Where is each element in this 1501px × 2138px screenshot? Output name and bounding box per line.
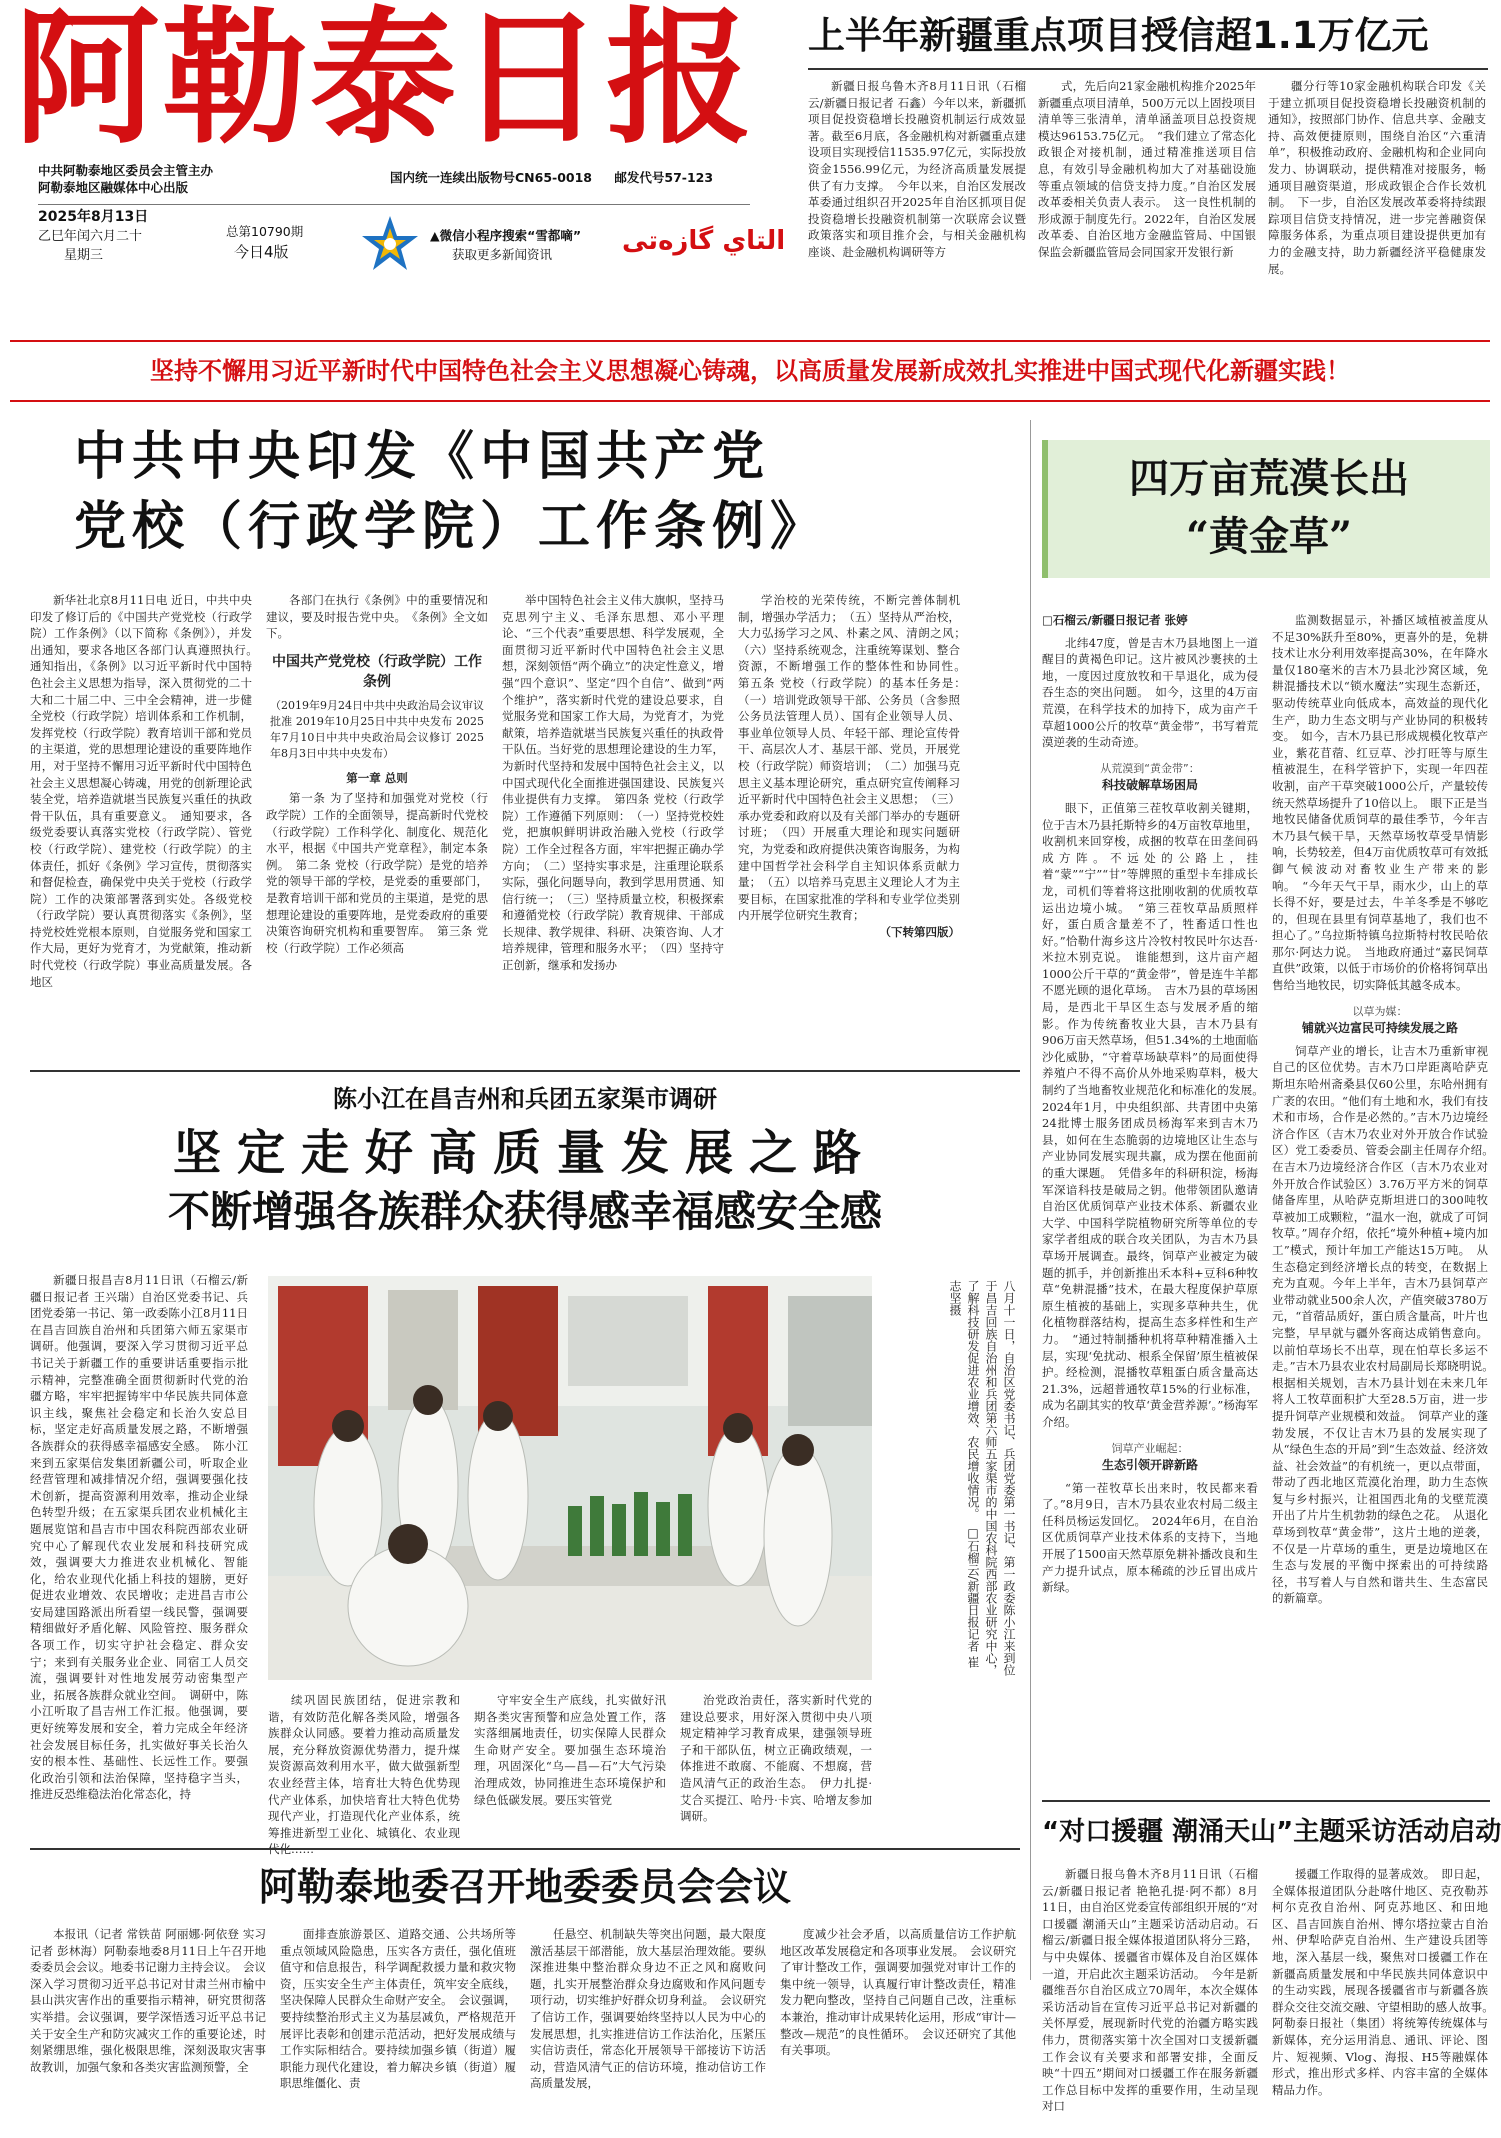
- regulation-note: （2019年9月24日中共中央政治局会议审议批准 2019年10月25日中共中央发布 2025年7月10日中共中央政治局会议修订 2025年8月3日中共中央发布）: [270, 698, 484, 760]
- weekday: 星期三: [64, 248, 104, 263]
- second-story-col-1: 新疆日报昌吉8月11日讯（石榴云/新疆日报记者 王兴瑞）自治区党委书记、兵团党委第一书记、第一政委陈小江8月11日在昌吉回族自治州和兵团第六师五家渠市调研。他强调，要深入学习贯彻习近平总书记关于新疆工作的重要讲话重要指示批示精神，完整准确全面贯彻新时代党的治疆方略，牢牢把握铸牢中华民族共同体意识主线，聚焦社会稳定和长治久安总目标，坚定走好高质量发展之路，不断增强各族群众的获得感幸福感安全感。 陈小江来到五家渠信发集团新疆公司，听取企业经营管理和减排情况介绍，强调要强化技术创新，提高资源利用效率，推动企业绿色转型升级；在五家渠兵团农业机械化主题展览馆和昌吉市中国农科院西部农业研究中心了解现代农业发展和科技研究成效，强调要大力推进农业机械化、智能化，给农业现代化插上科技的翅膀，更好促进农业增效、农民增收；走进昌吉市公安局建国路派出所看望一线民警，强调要精细做好矛盾化解、风险管控、服务群众各项工作，切实守护社会稳定、群众安宁；来到有关服务业企业、同宿工人员交流，强调要针对性地发展劳动密集型产业，拓展各族群众就业空间。 调研中，陈小江听取了昌吉州工作汇报。他强调，要更好统筹发展和安全，着力完成全年经济社会发展目标任务，扎实做好事关长治久安的根本性、基础性、长远性工作。要强化政治引领和法治保障，坚持稳字当头，推进反恐维稳法治化常态化，持: [30, 1273, 248, 1802]
- feature-byline: □石榴云/新疆日报记者 张婷: [1042, 613, 1188, 627]
- fourth-story-col-2: 援疆工作取得的显著成效。 即日起，全媒体报道团队分赴喀什地区、克孜勒苏柯尔克孜自治州、阿克苏地区、和田地区、昌吉回族自治州、博尔塔拉蒙古自治州、伊犁哈萨克自治州、生产建设兵团等地，深入基层一线，聚焦对口援疆工作在新疆高质量发展和中华民族共同体意识中的生动实践，展现各援疆省市与新疆各族群众交往交流交融、守望相助的感人故事。 阿勒泰日报社（集团）将统筹传统媒体与新媒体，充分运用消息、通讯、评论、图片、短视频、Vlog、海报、H5等融媒体形式，推出形式多样、内容丰富的全媒体精品力作。: [1272, 1867, 1500, 2097]
- slogan-banner: 坚持不懈用习近平新时代中国特色社会主义思想凝心铸魂，以高质量发展新成效扎实推进中国式现代化新疆实践！: [150, 356, 1350, 385]
- third-story-col-1: 本报讯（记者 常铁苗 阿丽娜·阿依登 实习记者 彭林海）阿勒泰地委8月11日上午召开地委委员会会议。地委书记谢力主持会议。 会议深入学习贯彻习近平总书记对甘肃兰州市榆中县山洪灾害作出的重要指示精神，研究贯彻落实举措。会议强调，要学深悟透习近平总书记关于安全生产和防灾减灾工作的重要论述，时刻紧绷思维，强化极限思维，深刻汲取灾害事故教训，加强气象和各类灾害监测预警，全: [30, 1927, 266, 2074]
- slogan-rule-top: [10, 340, 1490, 342]
- lunar-date: 乙巳年闰六月二十: [38, 229, 143, 244]
- second-story-headline-2: 不断增强各族群众获得感幸福感安全感: [167, 1187, 882, 1236]
- fourth-story-rule: [1042, 1800, 1490, 1802]
- feature-headline-box: [1042, 440, 1490, 578]
- wechat-promo: [430, 226, 581, 264]
- feature-col-1: □石榴云/新疆日报记者 张婷 北纬47度，曾是吉木乃县地图上一道醒目的黄褐色印记。这片被风沙裹挟的土地，一度因过度放牧和干旱退化，成为侵吞生态的突出问题。 如今，这里的4万亩荒漠，在科学技术的加持下，成为亩产千草超1000公斤的牧草“黄金带”，书写着荒漠逆袭的生动奇迹。 从荒漠到“黄金带”： 科技破解草场困局 眼下，正值第三茬牧草收割关键期，位于吉木乃县托斯特乡的4万亩牧草地里，收割机来回穿梭，成捆的牧草在田垄间码成方阵。不远处的公路上，挂着“蒙”“宁”“甘”等牌照的重型卡车排成长龙，司机们等着将这批刚收割的优质牧草运出边境小城。 “第三茬牧草品质照样好，蛋白质含量差不了，牲畜适口性也好。”恰勒什海乡这片冷牧村牧民叶尔达吾·米拉木别克说。 谁能想到，这片亩产超1000公斤干草的“黄金带”，曾是连牛羊都不愿光顾的退化草场。 吉木乃县的草场困局，是西北干旱区生态与发展矛盾的缩影。作为传统畜牧业大县，吉木乃县有906万亩天然草场，但51.34%的土地面临沙化威胁，“守着草场缺草料”的局面使得养殖户不得不高价从外地采购草料，极大制约了当地畜牧业规范化和标准化的发展。 2024年1月，中央组织部、共青团中央第24批博士服务团成员杨海军来到吉木乃县，如何在生态脆弱的边境地区让生态与产业协同发展实现共赢，成为摆在他面前的重大课题。 凭借多年的科研积淀，杨海军深谙科技是破局之钥。他带领团队邀请自治区优质饲草产业技术体系、新疆农业大学、中国科学院植物研究所等单位的专家学者组成的联合攻关团队，为吉木乃县草场开展调查。最终，饲草产业被定为破题的抓手，并创新推出禾本科+豆科6种牧草“免耕混播”技术，在最大程度保护草原原生植被的基础上，实现多草种共生，优化植物群落结构，提高生态多样性和生产力。 “通过特制播种机将草种精准播入土层，实现‘免扰动、根系全保留’原生植被保护。经检测，混播牧草粗蛋白质含量高达21.3%，远超普通牧草15%的行业标准，成为名副其实的牧草‘黄金营养源’。”杨海军介绍。 饲草产业崛起： 生态引领开辟新路 “第一茬牧草长出来时，牧民都来看了。”8月9日，吉木乃县农业农村局二级主任科员杨运发回忆。 2024年6月，在自治区优质饲草产业技术体系的支持下，当地开展了1500亩天然草原免耕补播改良和生产力提升试点，原本稀疏的沙丘冒出成片新绿。: [1042, 613, 1270, 1595]
- chapter-title: 第一章 总则: [346, 770, 408, 785]
- second-story-headline-1: 坚定走好高质量发展之路: [172, 1125, 877, 1181]
- second-story-col-2: 续巩固民族团结，促进宗教和谐，有效防范化解各类风险，增强各族群众认同感。要着力推动高质量发展，充分释放资源优势潜力，提升煤炭资源高效利用水平，做大做强新型农业经营主体，培育壮大特色优势现代产业体系，加快培育壮大特色优势现代产业，打造现代化产业体系，统筹推进新型工业化、城镇化、农业现: [268, 1693, 460, 1840]
- fourth-story-col-1: 新疆日报乌鲁木齐8月11日讯（石榴云/新疆日报记者 艳艳孔提·阿不都）8月11日，由自治区党委宣传部组织开展的“对口援疆 潮涌天山”主题采访活动启动。石榴云/新疆日报全媒体报道团队将分三路，与中央媒体、援疆省市媒体及自治区媒体一道，开启此次主题采访活动。 今年是新疆维吾尔自治区成立70周年，本次全媒体采访活动旨在宣传习近平总书记对新疆的关怀厚爱，展现新时代党的治疆方略实践伟力，贯彻落实第十次全国对口支援新疆工作会议有关要求和部署安排，全面反映“十四五”期间对口援疆工作在服务新疆工作总目标中发挥的重要作用，生动呈现对口: [1042, 1867, 1259, 2114]
- slogan-rule-bottom: [10, 400, 1490, 402]
- second-story-rule: [30, 1070, 1020, 1072]
- top-story-col-2: 式，先后向21家金融机构推介2025年新疆重点项目清单，500万元以上固投项目清单等三张清单，清单涵盖项目总投资规模达96153.75亿元。 “我们建立了常态化政银企对接机制，通过精准推送项目信息，有效引导金融机构加大了对基础设施等重点领域的信贷支持力度。”自治区发展改革委相关负责人表示。 这一良性机制的形成源于制度先行。2022年，自治区发展改革委、自治区地方金融监管局、中国银保监会新疆监管局会同国家开发银行新: [1038, 79, 1256, 259]
- lead-col-3: 举中国特色社会主义伟大旗帜，坚持马克思列宁主义、毛泽东思想、邓小平理论、“三个代表”重要思想、科学发展观，全面贯彻习近平新时代中国特色社会主义思想，深刻领悟“两个确立”的决定性意义，增强“四个意识”、坚定“四个自信”、做到“两个维护”，落实新时代党的建设总要求，自觉服务党和国家工作大局，为党育才，为党献策，培养造就堪当民族复兴重任的执政骨干队伍。当好党的思想理论建设的生力军，为新时代坚持和发展中国特色社会主义，以中国式现代化全面推进强国建设、民族复兴伟业提供有力支撑。 第四条 党校（行政学院）工作遵循下列原则： （一）坚持党校姓党，把旗帜鲜明讲政治融入党校（行政学院）工作全过程各方面，牢牢把握正确办学方向； （二）坚持实事求是，注重理论联系实际，强化问题导向，教到学思用贯通、知信行统一； （三）坚持质量立校，积极探索和遵循党校（行政学院）教育规律、干部成长规律、教学规律、科研、决策咨询、人才培养规律，管理和服务水平； （四）坚持守正创新，继承和发扬办: [502, 593, 724, 973]
- postal-code: 邮发代号57-123: [614, 170, 714, 185]
- feature-subhead-3: 以草为媒： 铺就兴边富民可持续发展之路: [1301, 1004, 1458, 1036]
- logo-mark: [360, 214, 420, 274]
- kazakh-title: التاي گازەتى: [622, 226, 786, 256]
- top-story-col-1: 新疆日报乌鲁木齐8月11日讯（石榴云/新疆日报记者 石鑫）今年以来，新疆抓项目促投资稳增长投融资机制运行成效显著。截至6月底，各金融机构对新疆重点建设项目实现授信11535.97亿元，实际投放资金1556.99亿元，为经济高质量发展提供了有力支撑。 今年以来，自治区发展改革委通过组织召开2025年自治区抓项目促投资稳增长投融资机制第一次联席会议暨政策落实和项目推介会，与相关金融机构座谈、赴金融机构调研等方: [808, 79, 1026, 259]
- edition-count: 今日4版: [234, 243, 289, 261]
- wechat-line-1: ▲微信小程序搜索“雪都嘀”: [430, 228, 582, 243]
- top-story-rule: [808, 68, 1488, 70]
- lead-col-2: 各部门在执行《条例》中的重要情况和建议，要及时报告党中央。 《条例》全文如下。 中国共产党党校（行政学院）工作条例 （2019年9月24日中共中央政治局会议审议批准 2019年10月25日中共中央发布 2025年7月10日中共中央政治局会议修订 2025年8月3日中共中央发布） 第一章 总则 第一条 为了坚持和加强党对党校（行政学院）工作的全面领导，提高新时代党校（行政学院）工作科学化、制度化、规范化水平，根据《中国共产党章程》，制定本条例。 第二条 党校（行政学院）是党的培养党的领导干部的学校，是党委的重要部门，是教育培训干部和党员的主渠道，是党的思想理论建设的重要阵地，是党委政府的重要决策咨询研究机构和重要智库。 第三条 党校（行政学院）工作必须高: [266, 593, 488, 955]
- lead-headline-line-2: 党校（行政学院）工作条例》: [74, 497, 829, 557]
- lab-photo: [268, 1276, 872, 1680]
- masthead-sponsor: [38, 162, 213, 196]
- fourth-story-headline: “对口援疆 潮涌天山”主题采访活动启动: [1042, 1817, 1501, 1847]
- feature-subhead-1: 从荒漠到“黄金带”： 科技破解草场困局: [1100, 761, 1200, 793]
- feature-subhead-2: 饲草产业崛起： 生态引领开辟新路: [1101, 1441, 1198, 1473]
- photo-illustration: [268, 1276, 872, 1680]
- masthead-title: 阿勒泰日报: [14, 0, 754, 164]
- feature-headline-line-1: 四万亩荒漠长出: [1129, 455, 1409, 502]
- issue-number: 总第10790期: [226, 224, 304, 239]
- masthead-divider: [38, 204, 750, 205]
- sponsor-line-1: 中共阿勒泰地区委员会主管主办: [38, 163, 214, 178]
- wechat-line-2: 获取更多新闻资讯: [452, 247, 553, 262]
- third-story-col-4: 度减少社会矛盾，以高质量信访工作护航地区改革发展稳定和各项事业发展。 会议研究了审计整改工作，强调要加强党对审计工作的集中统一领导，认真履行审计整改责任，精准发力靶向整改，坚持自己问题自己改，注重标本兼治，推动审计成果转化运用，形成“审计—整改—规范”的良性循环。 会议还研究了其他有关事项。: [780, 1927, 1016, 2058]
- star-logo-icon: [360, 214, 420, 274]
- regulation-title: 中国共产党党校（行政学院）工作条例: [272, 653, 482, 690]
- third-story-col-2: 面排查旅游景区、道路交通、公共场所等重点领域风险隐患，压实各方责任，强化值班值守和信息报告，科学调配救援力量和救灾物资，压实安全生产主体责任，筑牢安全底线，坚决保障人民群众生命财产安全。 会议强调，要持续整治形式主义为基层减负，严格规范开展评比表彰和创建示范活动，把好发展成绩与工作实际相结合。要持续加强乡镇（街道）履职能力现代化建设，着力解决乡镇（街道）履职思维僵化、责: [280, 1927, 516, 2091]
- lead-headline-line-1: 中共中央印发《中国共产党: [74, 427, 771, 487]
- third-story-rule: [30, 1848, 1020, 1850]
- lead-col-1: 新华社北京8月11日电 近日，中共中央印发了修订后的《中国共产党党校（行政学院）工作条例》（以下简称《条例》），并发出通知，要求各地区各部门认真遵照执行。 通知指出，《条例》以习近平新时代中国特色社会主义思想为指导，深入贯彻党的二十大和二十届二中、三中全会精神，进一步健全党校（行政学院）培训体系和工作机制，发挥党校（行政学院）教育培训干部和党员的主渠道，党的思想理论建设的重要阵地作用，对于坚持不懈用习近平新时代中国特色社会主义思想凝心铸魂，用党的创新理论武装全党，培养造就堪当民族复兴重任的执政骨干队伍，具有重要意义。 通知要求，各级党委要认真落实党校（行政学院）、管党校（行政学院）、建党校（行政学院）的主体责任，抓好《条例》学习宣传，贯彻落实和督促检查，确保党中央关于党校（行政学院）工作的决策部署落到实处。各级党校（行政学院）要认真贯彻落实《条例》，坚持党校姓党根本原则，自觉服务党和国家工作大局，更好为党育才，为党献策，推动新时代党校（行政学院）事业高质量发展。各地区: [30, 593, 264, 989]
- feature-col-2: 监测数据显示，补播区域植被盖度从不足30%跃升至80%，更喜外的是，免耕技术让水分利用效率提高30%，在年降水量仅180毫米的吉木乃县北沙窝区域，免耕混播技术以“锁水魔法”实现生态新还，驱动传统草业向低成本，高效益的现代化生产，助力生态文明与产业协同的积极转变。 如今，吉木乃县已形成规模化牧草产业，紫花苜蓿、红豆草、沙打旺等与原生植被混生，在科学管护下，实现一年四茬收割，亩产干草突破1000公斤，产量较传统天然草场提升了10倍以上。 眼下正是当地牧民储备优质饲草的最佳季节，今年吉木乃县气候干旱，天然草场牧草受旱情影响，长势较差，但4万亩优质牧草可有效抵御气候波动对畜牧业生产带来的影响。 “今年天气干旱，雨水少，山上的草长得不好，要是过去，牛羊冬季是不够吃的，但现在县里有饲草基地了，我们也不担心了。”乌拉斯特镇乌拉斯特村牧民哈依那尔·阿达力说。 当地政府通过“嘉民饲草直供”政策，以低于市场价的价格将饲草出售给当地牧民，切实降低其越冬成本。 以草为媒： 铺就兴边富民可持续发展之路 饲草产业的增长，让吉木乃重新审视自己的区位优势。吉木乃口岸距离哈萨克斯坦东哈州斋桑县仅60公里，东哈州拥有广袤的农田。“他们有土地和水，我们有技术和市场，合作是必然的。”吉木乃边境经济合作区（吉木乃农业对外开放合作试验区）党工委委员、管委会副主任周存介绍。 在吉木乃边境经济合作区（吉木乃农业对外开放合作试验区）3.76万平方米的饲草储备库里，从哈萨克斯坦进口的300吨牧草被加工成颗粒，“温水一泡，就成了可饲牧草。”周存介绍，依托“境外种植+境内加工”模式，预计年加工产能达15万吨。 从生态稳定到经济增长点的转变，在数据上充为直观。今年上半年，吉木乃县饲草产业带动就业500余人次，产值突破3780万元，“首蓿品质好，蛋白质含量高，叶片也完整，早早就与疆外客商达成销售意向。以前怕草场长不出草，现在怕草长多运不走。”吉木乃县农业农村局副局长郑晓明说。 根据相关规划，吉木乃县计划在未来几年将人工牧草面积扩大至28.5万亩，进一步提升饲草产业规模和效益。 饲草产业的蓬勃发展，不仅让吉木乃县的发展实现了从“绿色生态的开局”到“生态效益、经济效益、社会效益”的有机统一，更以点带面，带动了西北地区荒漠化治理，助力生态恢复与乡村振兴，让祖国西北角的戈壁荒漠开出了片片生机勃勃的绿色之花。 从退化草场到牧草“黄金带”，这片土地的逆袭，不仅是一片草场的重生，更是边境地区在生态与发展的平衡中探索出的可持续路径，书写着人与自然和谐共生、生态富民的新篇章。: [1272, 613, 1500, 1606]
- top-story-headline: 上半年新疆重点项目授信超1.1万亿元: [808, 14, 1429, 57]
- date-block: [38, 208, 148, 265]
- cn-code: 国内统一连续出版物号CN65-0018: [390, 170, 593, 185]
- column-divider: [1030, 420, 1031, 1980]
- lead-col-4: 学治校的光荣传统，不断完善体制机制，增强办学活力； （五）坚持从严治校，大力弘扬学习之风、朴素之风、清朗之风； （六）坚持系统观念，注重统筹谋划、整合资源，不断增强工作的整体性和协同性。 第五条 党校（行政学院）的基本任务是： （一）培训党政领导干部、公务员（含参照公务员法管理人员）、国有企业领导人员、事业单位领导人员、年轻干部、理论宣传骨干、高层次人才、基层干部、党员，开展党校（行政学院）师资培训； （二）加强马克思主义基本理论研究，重点研究宣传阐释习近平新时代中国特色社会主义思想； （三）承办党委和政府以及有关部门举办的专题研讨班； （四）开展重大理论和现实问题研究，为党委和政府提供决策咨询服务，为构建中国哲学社会科学自主知识体系贡献力量； （五）以培养马克思主义理论人才为主要目标，在国家批准的学科和专业学位类别内开展学位研究生教育； （下转第四版）: [738, 593, 972, 939]
- feature-headline-line-2: “黄金草”: [1185, 513, 1352, 560]
- jump-line: （下转第四版）: [879, 924, 960, 939]
- second-story-col-4: 治党政治责任，落实新时代党的建设总要求，用好深入贯彻中央八项规定精神学习教育成果，建强领导班子和干部队伍，树立正确政绩观，一体推进不敢腐、不能腐、不想腐，营造风清气正的政治生态。 伊力扎提·艾合买提江、哈丹·卡宾、哈增友参加调研。: [680, 1693, 872, 1824]
- second-story-kicker: 陈小江在昌吉州和兵团五家渠市调研: [333, 1085, 717, 1113]
- sponsor-line-2: 阿勒泰地区融媒体中心出版: [38, 180, 189, 195]
- issue-date: 2025年8月13日: [38, 209, 149, 225]
- lead-headline: [30, 422, 1020, 562]
- photo-caption: 八月十一日，自治区党委书记、兵团党委第一书记、第一政委陈小江来到位于昌吉回族自治州和兵团第六师五家渠市的中国农科院西部农业研究中心，了解科技研发促进农业增效、农民增收情况。 □石榴云/新疆日报记者 崔志坚摄: [948, 1280, 1016, 1676]
- third-story-headline: 阿勒泰地委召开地委委员会会议: [258, 1864, 791, 1909]
- issue-block: [226, 222, 303, 262]
- third-story-col-3: 任悬空、机制缺失等突出问题，最大限度激活基层干部潜能，放大基层治理效能。要纵深推进集中整治群众身边不正之风和腐败问题，扎实开展整治群众身边腐败和作风问题专项行动，切实维护好群众切身利益。 会议研究了信访工作，强调要始终坚持以人民为中心的发展思想，扎实推进信访工作法治化，压紧压实信访责任，常态化开展领导干部接访下访活动，营造风清气正的信访环境，推动信访工作高质量发展，: [530, 1927, 766, 2091]
- top-story-col-3: 疆分行等10家金融机构联合印发《关于建立抓项目促投资稳增长投融资机制的通知》，按照部门协作、信息共享、金融支持、高效便捷原则，围绕自治区“六重清单”，积极推动政府、金融机构和企业同向发力、协调联动，提供精准对接服务，畅通项目融资渠道，形成政银企合作长效机制。 下一步，自治区发展改革委将持续跟踪项目信贷支持情况，进一步完善融资保障服务体系，为重点项目建设提供更加有力的金融支持，助力新疆经济平稳健康发展。: [1268, 79, 1486, 276]
- code-line: [390, 168, 713, 186]
- second-story-col-3: 守牢安全生产底线，扎实做好汛期各类灾害预警和应急处置工作，落实落细属地责任，切实保障人民群众生命财产安全。要加强生态环境治理，巩固深化“乌—昌—石”大气污染治理成效，协同推进生态环境保护和绿色低碳发展。要压实管党: [474, 1693, 666, 1807]
